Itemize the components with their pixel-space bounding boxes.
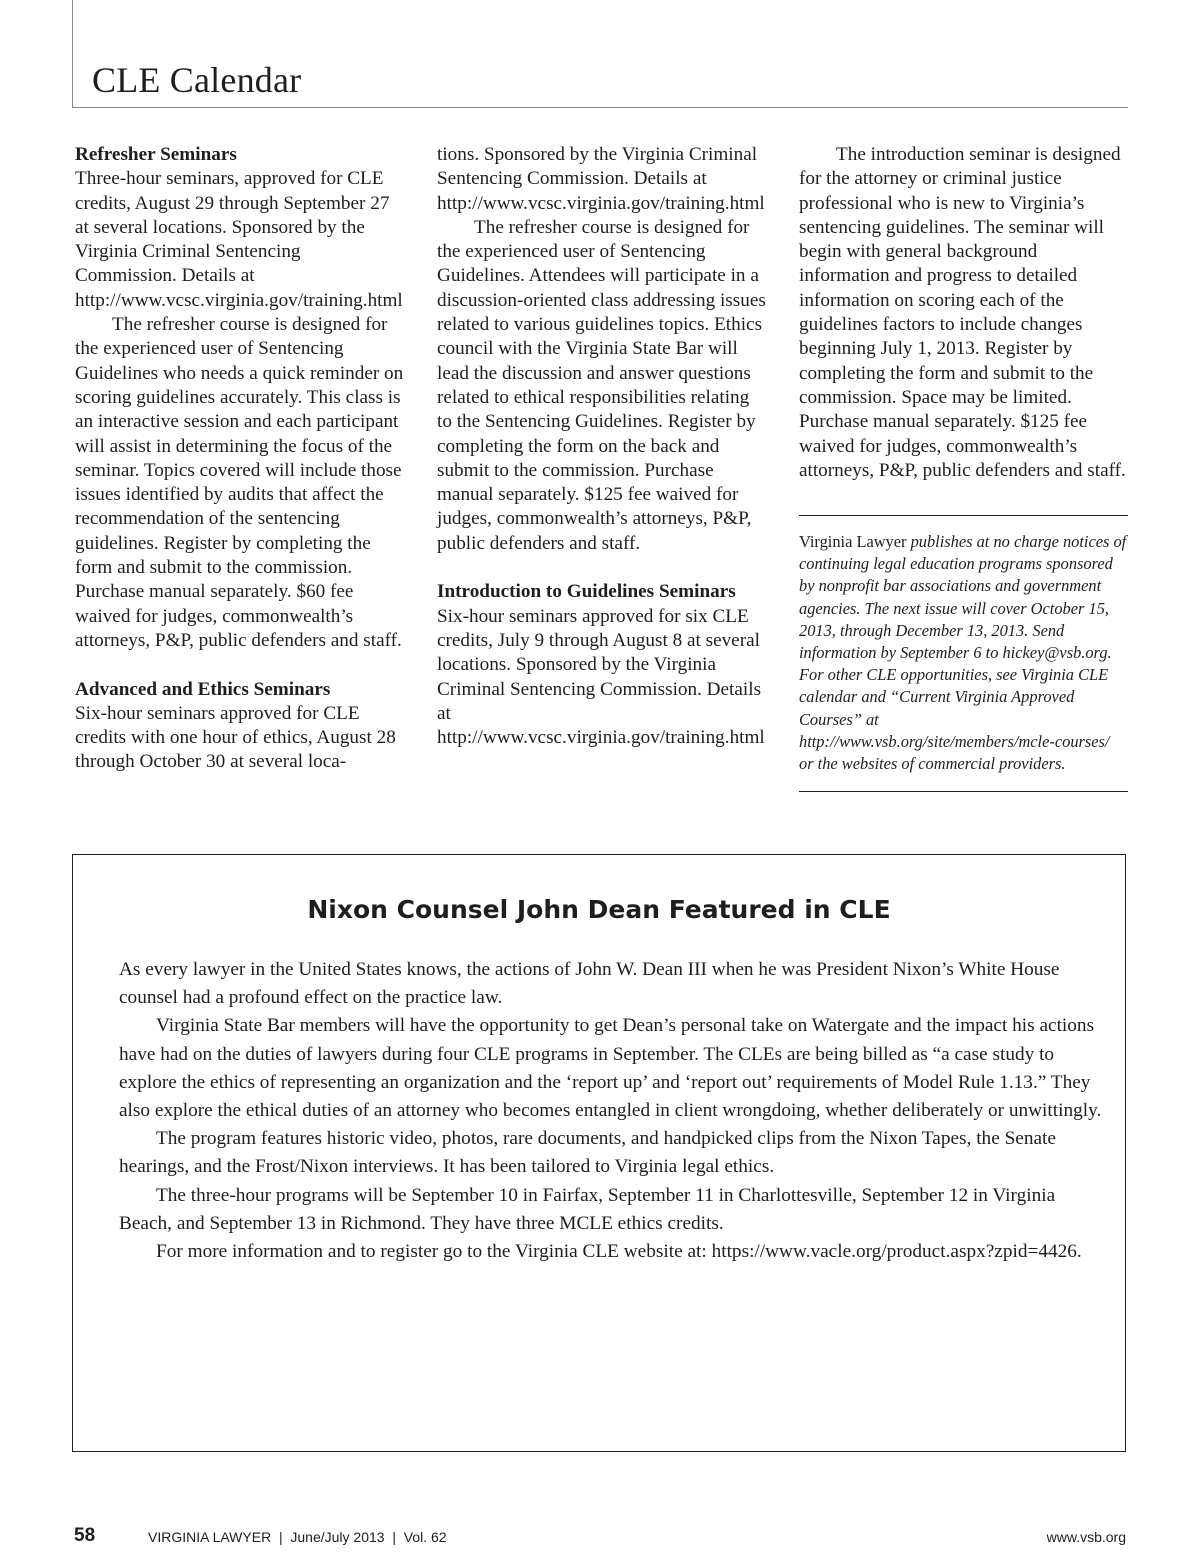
spacer <box>75 653 405 677</box>
advanced-heading: Advanced and Ethics Seminars <box>75 678 331 700</box>
submission-note <box>799 515 1128 792</box>
publication-info: VIRGINIA LAWYER | June/July 2013 | Vol. 62 <box>148 1529 447 1545</box>
refresher-paragraph-2: The refresher course is designed for the experienced user of Sentencing Guidelines who needs a quick reminder on scoring guidelines accurately. This class is an interactive session and each participant will assist in determining the focus of the seminar. Topics covered will include those issues identified by audits that affect the recommendation of the sentencing guidelines. Register by completing the form and submit to the commission. Purchase manual separately. $60 fee waived for judges, commonwealth’s attorneys, P&P, public defenders and staff. <box>75 314 404 651</box>
advanced-paragraph-1: Six-hour seminars approved for CLE credits with one hour of ethics, August 28 through October 30 at several loca- <box>75 702 396 773</box>
feature-body <box>119 956 1109 1266</box>
feature-title: Nixon Counsel John Dean Featured in CLE <box>307 895 891 924</box>
website: www.vsb.org <box>1046 1529 1126 1545</box>
advanced-paragraph-2: The refresher course is designed for the experienced user of Sentencing Guidelines. Attendees will participate in a discussion-oriented class addressing issues related to various guidelines topics. Ethics council with the Virginia State Bar will lead the discussion and answer questions related to ethical responsibilities relating to the Sentencing Guidelines. Register by completing the form on the back and submit to the commission. Purchase manual separately. $125 fee waived for judges, commonwealth’s attorneys, P&P, public defenders and staff. <box>437 216 766 554</box>
intro-paragraph-1: Six-hour seminars approved for six CLE credits, July 9 through August 8 at several locations. Sponsored by the Virginia Criminal Sentencing Commission. Details at http://www.vcsc.virginia.gov/training.html <box>437 605 765 749</box>
column-3 <box>799 143 1129 483</box>
feature-paragraph-1: As every lawyer in the United States knows, the actions of John W. Dean III when he was President Nixon’s White House counsel had a profound effect on the practice law. <box>119 959 1060 1009</box>
header-horizontal-rule <box>72 107 1128 108</box>
section-title: CLE Calendar <box>92 60 302 100</box>
note-body: publishes at no charge notices of continuing legal education programs sponsored by nonprofit bar associations and government agencies. The next issue will cover October 15, 2013, through December 13, 2013. Send information by September 6 to hickey@vsb.org. For other CLE opportunities, see Virginia CLE calendar and “Current Virginia Approved Courses” at http://www.vsb.org/site/members/mcle-courses/ or the websites of commercial providers. <box>799 532 1127 774</box>
refresher-paragraph-1: Three-hour seminars, approved for CLE credits, August 29 through September 27 at several locations. Sponsored by the Virginia Criminal Sentencing Commission. Details at http://www.vcsc.virginia.gov/training.html <box>75 168 403 311</box>
column-1 <box>75 143 405 775</box>
refresher-heading: Refresher Seminars <box>75 144 237 165</box>
note-publication-name: Virginia Lawyer <box>799 532 907 551</box>
feature-paragraph-5: For more information and to register go to the Virginia CLE website at: https://www.vacle.org/product.aspx?zpid=4426. <box>156 1241 1082 1263</box>
feature-paragraph-2: Virginia State Bar members will have the opportunity to get Dean’s personal take on Watergate and the impact his actions have had on the duties of lawyers during four CLE programs in September. The CLEs are being billed as “a case study to explore the ethics of representing an organization and the ‘report up’ and ‘report out’ requirements of Model Rule 1.13.” They also explore the ethical duties of an attorney who becomes entangled in client wrongdoing, whether deliberately or unwittingly. <box>119 1015 1102 1122</box>
advanced-paragraph-1-continued: tions. Sponsored by the Virginia Criminal Sentencing Commission. Details at http://www.vcsc.virginia.gov/training.html <box>437 144 765 214</box>
spacer <box>437 556 767 580</box>
intro-paragraph-2: The introduction seminar is designed for the attorney or criminal justice professional who is new to Virginia’s sentencing guidelines. The seminar will begin with general background information and progress to detailed information on scoring each of the guidelines factors to include changes beginning July 1, 2013. Register by completing the form and submit to the commission. Space may be limited. Purchase manual separately. $125 fee waived for judges, commonwealth’s attorneys, P&P, public defenders and staff. <box>799 144 1126 481</box>
feature-box <box>72 854 1126 1452</box>
feature-paragraph-4: The three-hour programs will be September 10 in Fairfax, September 11 in Charlottesville, September 12 in Virginia Beach, and September 13 in Richmond. They have three MCLE ethics credits. <box>119 1184 1056 1234</box>
header-vertical-rule <box>72 0 73 108</box>
feature-paragraph-3: The program features historic video, photos, rare documents, and handpicked clips from the Nixon Tapes, the Senate hearings, and the Frost/Nixon interviews. It has been tailored to Virginia legal ethics. <box>119 1128 1056 1178</box>
intro-heading: Introduction to Guidelines Seminars <box>437 581 736 603</box>
column-2 <box>437 143 767 750</box>
page-number: 58 <box>74 1525 96 1546</box>
